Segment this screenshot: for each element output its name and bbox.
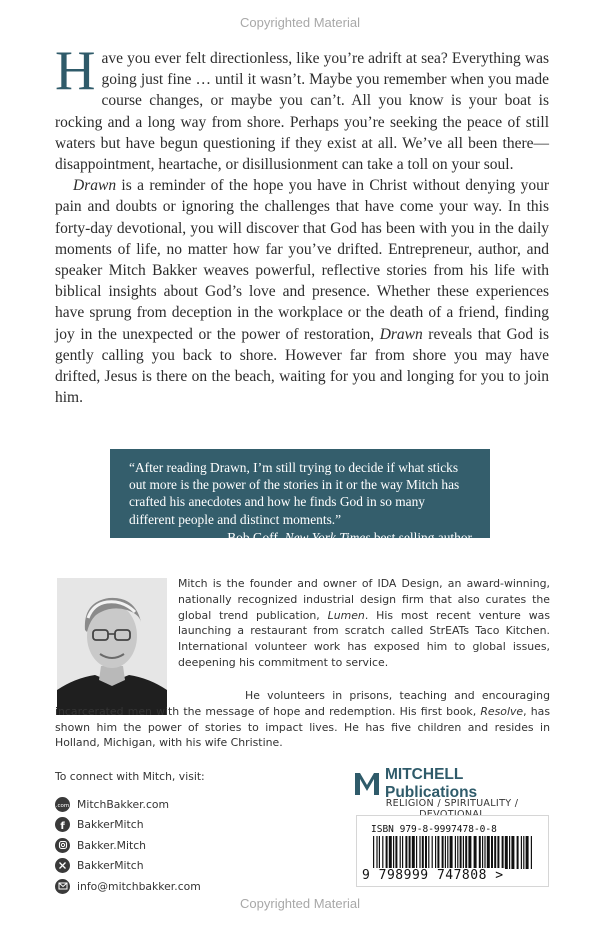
publisher-mark-icon [355,773,379,795]
website-link[interactable]: MitchBakker.com [77,797,170,811]
isbn-label: ISBN 979-8-9997478-0-8 [371,824,497,835]
website-icon [55,797,70,812]
drop-cap: H [55,40,96,102]
bio-p2-text-a: He volunteers in prisons, teaching and encouraging incarcerated men with the message of hope and redemption. His first book, [55,689,550,718]
bio-p1-text-a: Mitch is the founder and owner of IDA Design, an award-winning, nationally recognized industrial design firm that also curates the global trend publication, [178,577,550,622]
book-title-italic: Drawn [73,177,117,195]
bio-publication-name: Lumen [327,608,365,622]
connect-facebook[interactable] [55,815,205,836]
author-bio-continued [55,688,550,751]
endorsement-quote-text: “After reading Drawn, I’m still trying to decide if what sticks out more is the power of the stories in it or the way Mitch has crafted his anecdotes and how he finds God in so many different people and distinct moments.” [129,460,460,527]
endorsement-quote-box [110,449,490,545]
facebook-icon [55,817,70,832]
x-icon [55,858,70,873]
instagram-icon [55,838,70,853]
book-title-italic-2: Drawn [379,325,423,343]
book-description [55,40,549,408]
instagram-handle[interactable]: Bakker.Mitch [77,838,146,852]
svg-text:f: f [60,820,65,832]
publisher-logo [355,766,549,802]
barcode-digits: 9 798999 747808 > [362,868,504,883]
description-paragraph-1 [55,40,549,175]
bio-first-book-title: Resolve [480,704,524,718]
bio-p1-text-b: . His most recent venture was launching a restaurant from scratch called StrEATs Taco Kitchen. International volunteer work has exposed him to global issues, deepening his commitment to service. [178,608,550,669]
connect-email[interactable] [55,876,205,897]
svg-text:.com: .com [55,802,70,809]
description-p2-text-b: reveals that God is gently calling you back to shore. However far from shore you may have drifted, Jesus is there on the beach, waiting for you and longing for you to join him. [55,325,549,407]
connect-website[interactable] [55,794,205,815]
book-category: RELIGION / SPIRITUALITY / [385,798,519,809]
bio-paragraph-2 [55,688,550,751]
copyright-watermark-top: Copyrighted Material [240,15,360,30]
copyright-watermark-bottom: Copyrighted Material [240,896,360,911]
description-p2-text-a: is a reminder of the hope you have in Christ without denying your pain and doubts or ignoring the challenges that have come your way. In this forty-day devotional, you will discover that God has been with you in the daily moments of life, no matter how far you’ve drifted. Entrepreneur, author, and speaker Mitch Bakker weaves powerful, reflective stories from his life with biblical insights about God’s love and presence. Whether these experiences have sprung from deception in the workplace or the death of a friend, finding joy in the unexpected or the power of restoration, [55,177,549,343]
connect-instagram[interactable] [55,835,205,856]
connect-section [55,770,205,897]
facebook-handle[interactable]: BakkerMitch [77,818,144,832]
description-p1-text: ave you ever felt directionless, like you’re adrift at sea? Everything was going just fine … until it wasn’t. Maybe you remember when you made course changes, or maybe you can’t. All you know is your boat is rocking and a long way from shore. Perhaps you’re seeking the peace of still waters but have begun questioning if they exist at all. We’ve all been there—disappointment, heartache, or disillusionment can take a toll on your soul. [55,50,549,174]
bio-paragraph-1 [178,576,550,671]
endorsement-attribution [129,529,472,546]
bio-p2-text-b: , has shown him the power of stories to impact lives. He has five children and resides in Holland, Michigan, with his wife Christine. [55,704,550,750]
email-icon [55,879,70,894]
description-paragraph-2 [55,175,549,408]
isbn-barcode [356,815,549,887]
publisher-name: MITCHELL Publications [385,766,478,801]
attribution-title: best selling author [370,529,472,545]
email-address[interactable]: info@mitchbakker.com [77,879,201,893]
x-handle[interactable]: BakkerMitch [77,859,144,873]
author-bio [178,576,550,671]
attribution-name: —Bob Goff, [213,529,285,545]
connect-x[interactable] [55,856,205,877]
attribution-publication: New York Times [284,529,371,545]
connect-heading: To connect with Mitch, visit: [55,770,205,783]
